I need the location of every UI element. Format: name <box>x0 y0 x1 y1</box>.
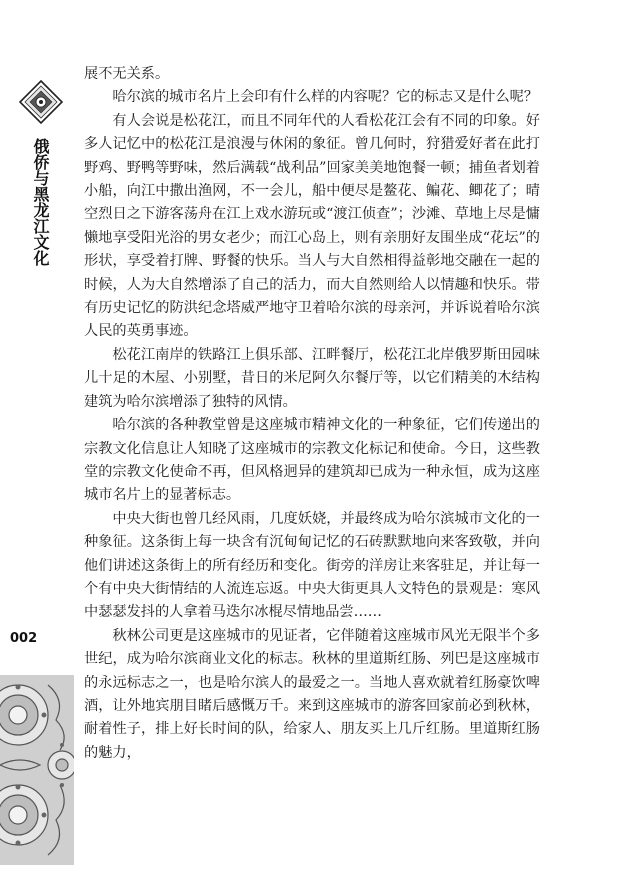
book-title-vertical: 俄侨与黑龙江文化 <box>31 138 50 266</box>
body-text <box>84 63 540 765</box>
paragraph: 哈尔滨的城市名片上会印有什么样的内容呢？它的标志又是什么呢？ <box>112 89 539 106</box>
paragraph: 松花江南岸的铁路江上俱乐部、江畔餐厅，松花江北岸俄罗斯田园味儿十足的木屋、小别墅，昔日的米尼阿久尔餐厅等，以它们精美的木结构建筑为哈尔滨增添了独特的风情。 <box>84 346 540 410</box>
floral-ornament-icon <box>0 675 74 865</box>
page-number: 002 <box>10 631 38 646</box>
paragraph: 展不无关系。 <box>84 66 170 82</box>
diamond-emblem-icon <box>19 80 63 124</box>
paragraph: 秋林公司更是这座城市的见证者，它伴随着这座城市风光无限半个多世纪，成为哈尔滨商业文化的标志。秋林的里道斯红肠、列巴是这座城市的永远标志之一，也是哈尔滨人的最爱之一。当地人喜欢就着红肠豪饮啤酒，让外地宾朋目睹后感慨万千。来到这座城市的游客回家前必到秋林，耐着性子，排上好长时间的队，给家人、朋友买上几斤红肠。里道斯红肠的魅力， <box>84 627 540 761</box>
paragraph: 有人会说是松花江，而且不同年代的人看松花江会有不同的印象。好多人记忆中的松花江是浪漫与休闲的象征。曾几何时，狩猎爱好者在此打野鸡、野鸭等野味，然后满载“战利品”回家美美地饱餐一顿；捕鱼者划着小船，向江中撒出渔网，不一会儿，船中便尽是鳌花、鳊花、鲫花了；晴空烈日之下游客荡舟在江上戏水游玩或“渡江侦查”；沙滩、草地上尽是慵懒地享受阳光浴的男女老少；而江心岛上，则有亲朋好友围坐成“花坛”的形状，享受着打牌、野餐的快乐。当人与大自然相得益彰地交融在一起的时候，人为大自然增添了自己的活力，而大自然则给人以情趣和快乐。带有历史记忆的防洪纪念塔威严地守卫着哈尔滨的母亲河，并诉说着哈尔滨人民的英勇事迹。 <box>84 112 540 340</box>
paragraph: 哈尔滨的各种教堂曾是这座城市精神文化的一种象征，它们传递出的宗教文化信息让人知晓了这座城市的宗教文化标记和使命。今日，这些教堂的宗教文化使命不再，但风格迥异的建筑却已成为一种永恒，成为这座城市名片上的显著标志。 <box>84 417 540 504</box>
paragraph: 中央大街也曾几经风雨，几度妖娆，并最终成为哈尔滨城市文化的一种象征。这条街上每一块含有沉甸甸记忆的石砖默默地向来客致敬，并向他们讲述这条街上的所有经历和变化。街旁的洋房让来客驻足，并让每一个有中央大街情结的人流连忘返。中央大街更具人文特色的景观是：寒风中瑟瑟发抖的人拿着马迭尔冰棍尽情地品尝…… <box>84 510 540 621</box>
